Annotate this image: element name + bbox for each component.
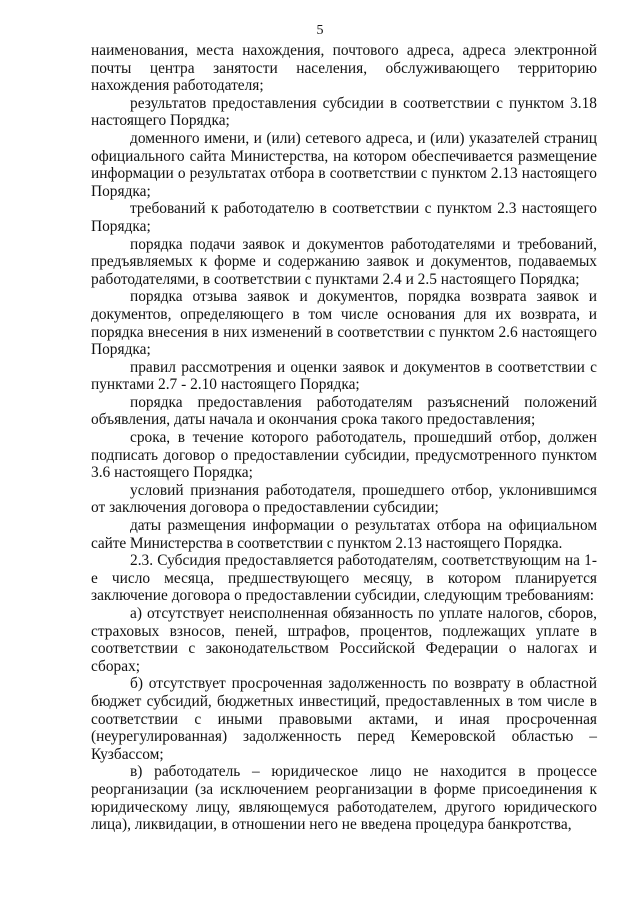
paragraph: срока, в течение которого работодатель, прошедший отбор, должен подписать договор о предоставлении субсидии, предусмотренного пунктом 3.6 настоящего Порядка; xyxy=(91,429,597,482)
paragraph: результатов предоставления субсидии в соответствии с пунктом 3.18 настоящего Порядка; xyxy=(91,94,597,130)
paragraph: даты размещения информации о результатах отбора на официальном сайте Министерства в соответствии с пунктом 2.13 настоящего Порядка. xyxy=(91,517,597,552)
paragraph: в) работодатель – юридическое лицо не находится в процессе реорганизации (за исключением реорганизации в форме присоединения к юридическому лицу, являющемуся работодателем, другого юридического лица), ликвидации, в отношении него не введена процедура банкротства, xyxy=(91,763,597,834)
paragraph: требований к работодателю в соответствии с пунктом 2.3 настоящего Порядка; xyxy=(91,200,597,235)
paragraph: правил рассмотрения и оценки заявок и документов в соответствии с пунктами 2.7 - 2.10 настоящего Порядка; xyxy=(91,358,597,394)
paragraph: порядка отзыва заявок и документов, порядка возврата заявок и документов, определяющего в том числе основания для их возврата, и порядка внесения в них изменений в соответствии с пунктом 2.6 настоящего Порядка; xyxy=(91,288,597,359)
paragraph: доменного имени, и (или) сетевого адреса, и (или) указателей страниц официального сайта Министерства, на котором обеспечивается размещение информации о результатах отбора в соответствии с пунктом 2.13 настоящего Порядка; xyxy=(91,129,597,200)
paragraph: наименования, места нахождения, почтового адреса, адреса электронной почты центра занятости населения, обслуживающего территорию нахождения работодателя; xyxy=(91,42,597,95)
page-number: 5 xyxy=(316,23,324,38)
paragraph: б) отсутствует просроченная задолженность по возврату в областной бюджет субсидий, бюджетных инвестиций, предоставленных в том числе в соответствии с иными правовыми актами, и иная просроченная (неурегулированная) задолженность перед Кемеровской областью – Кузбассом; xyxy=(91,675,597,763)
document-body xyxy=(91,42,597,834)
paragraph: порядка подачи заявок и документов работодателями и требований, предъявляемых к форме и содержанию заявок и документов, подаваемых работодателями, в соответствии с пунктами 2.4 и 2.5 настоящего Порядка; xyxy=(91,235,597,288)
paragraph: условий признания работодателя, прошедшего отбор, уклонившимся от заключения договора о предоставлении субсидии; xyxy=(91,481,597,517)
paragraph: порядка предоставления работодателям разъяснений положений объявления, даты начала и окончания срока такого предоставления; xyxy=(91,393,597,429)
paragraph: 2.3. Субсидия предоставляется работодателям, соответствующим на 1-е число месяца, предшествующего месяцу, в котором планируется заключение договора о предоставлении субсидии, следующим требованиям: xyxy=(91,552,597,605)
paragraph: а) отсутствует неисполненная обязанность по уплате налогов, сборов, страховых взносов, пеней, штрафов, процентов, подлежащих уплате в соответствии с законодательством Российской Федерации о налогах и сборах; xyxy=(91,605,597,675)
